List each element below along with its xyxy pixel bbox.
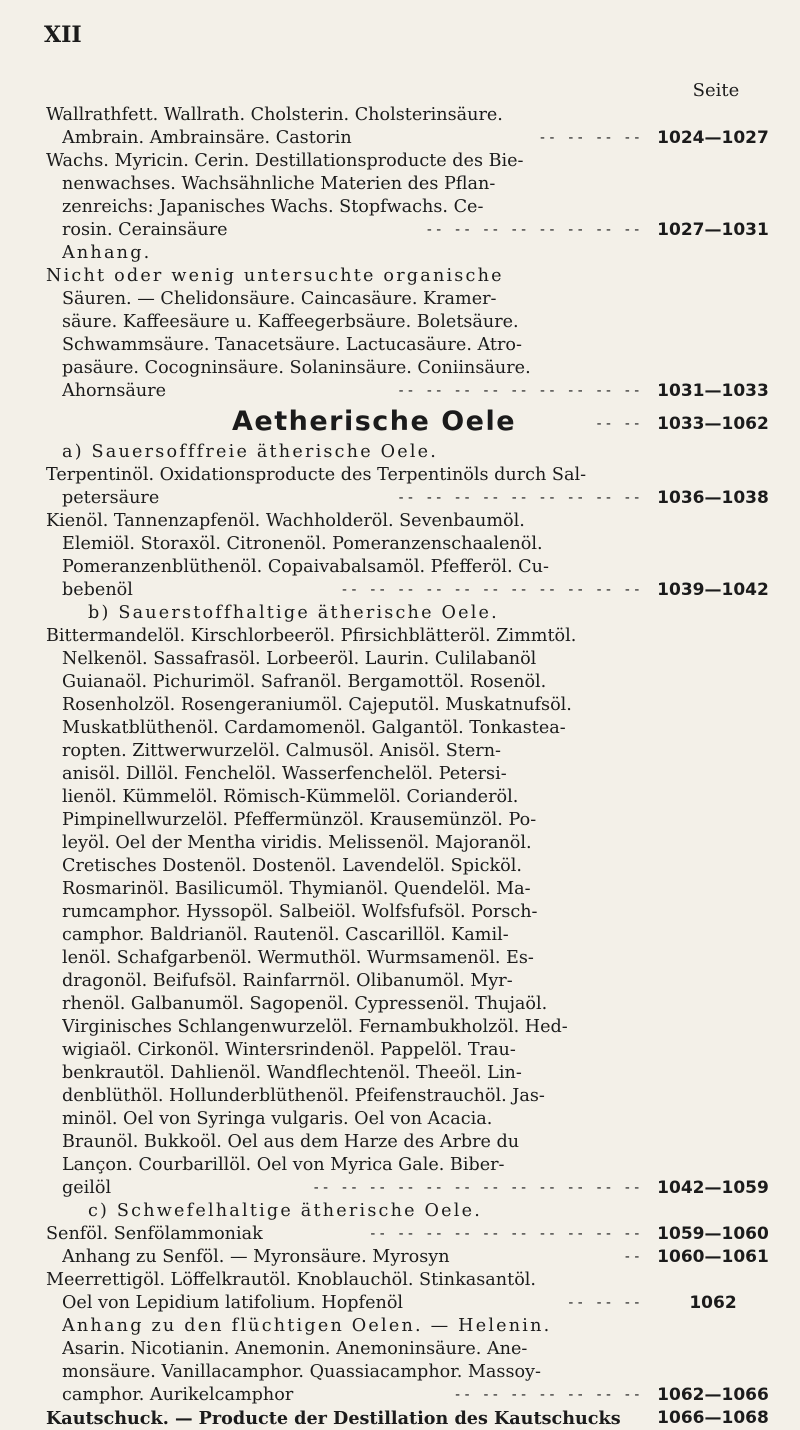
toc-line — [0, 1108, 800, 1131]
toc-text: pasäure. Cocogninsäure. Solaninsäure. Coniinsäure. — [62, 358, 531, 378]
toc-line — [0, 878, 800, 901]
toc-text: Nicht oder wenig untersuchte organische — [46, 266, 504, 286]
toc-text: benkrautöl. Dahlienöl. Wandflechtenöl. Theeöl. Lin- — [62, 1063, 522, 1083]
toc-line — [0, 740, 800, 763]
toc-text: Wachs. Myricin. Cerin. Destillationsproducte des Bie- — [46, 151, 524, 171]
toc-line — [0, 1384, 800, 1407]
toc-line — [0, 1177, 800, 1200]
toc-text: denblüthöl. Hollunderblüthenöl. Pfeifenstrauchöl. Jas- — [62, 1086, 545, 1106]
leader-dashes: -- -- -- -- -- -- -- -- -- — [396, 490, 642, 506]
page-range: 1062—1066 — [657, 1385, 769, 1405]
leader-dashes: -- — [623, 1249, 642, 1265]
toc-line — [0, 763, 800, 786]
leader-dashes: -- -- -- — [566, 1295, 642, 1311]
page-range: 1062 — [689, 1293, 737, 1313]
toc-line — [0, 1292, 800, 1315]
table-of-contents — [0, 104, 800, 1430]
toc-line — [0, 311, 800, 334]
toc-line — [0, 1131, 800, 1154]
page-range: 1059—1060 — [657, 1224, 769, 1244]
leader-dashes: -- -- -- -- — [538, 130, 642, 146]
toc-text: Terpentinöl. Oxidationsproducte des Terpentinöls durch Sal- — [46, 465, 587, 485]
toc-text: Lançon. Courbarillöl. Oel von Myrica Gale. Biber- — [62, 1155, 505, 1175]
toc-text: wigiaöl. Cirkonöl. Wintersrindenöl. Pappelöl. Trau- — [62, 1040, 516, 1060]
leader-dashes: -- -- -- -- -- -- -- — [453, 1387, 642, 1403]
toc-line — [0, 671, 800, 694]
toc-line — [0, 1269, 800, 1292]
toc-text: Rosenholzöl. Rosengeraniumöl. Cajeputöl. Muskatnufsöl. — [62, 695, 572, 715]
toc-line — [0, 901, 800, 924]
leader-dashes: -- -- -- -- -- -- -- -- -- — [396, 383, 642, 399]
toc-text: petersäure — [62, 488, 160, 508]
toc-text: camphor. Aurikelcamphor — [62, 1385, 294, 1405]
toc-line — [0, 533, 800, 556]
toc-line — [0, 150, 800, 173]
toc-line — [0, 441, 800, 464]
toc-line — [0, 196, 800, 219]
toc-line — [0, 1223, 800, 1246]
toc-text: minöl. Oel von Syringa vulgaris. Oel von Acacia. — [62, 1109, 493, 1129]
toc-line — [0, 1407, 800, 1430]
toc-line — [0, 970, 800, 993]
toc-line — [0, 510, 800, 533]
toc-line — [0, 288, 800, 311]
toc-line — [0, 357, 800, 380]
toc-line — [0, 855, 800, 878]
toc-text: monsäure. Vanillacamphor. Quassiacamphor. Massoy- — [62, 1362, 541, 1382]
toc-text: Kautschuck. — Producte der Destillation des Kautschucks — [46, 1408, 621, 1429]
toc-text: camphor. Baldrianöl. Rautenöl. Cascarillöl. Kamil- — [62, 925, 509, 945]
toc-text: anisöl. Dillöl. Fenchelöl. Wasserfenchelöl. Petersi- — [62, 764, 507, 784]
toc-line — [0, 334, 800, 357]
page-range: 1036—1038 — [657, 488, 769, 508]
page-range: 1033—1062 — [657, 414, 769, 434]
toc-text: Pimpinellwurzelöl. Pfeffermünzöl. Krausemünzöl. Po- — [62, 810, 537, 830]
page-range: 1039—1042 — [657, 580, 769, 600]
toc-text: Pomeranzenblüthenöl. Copaivabalsamöl. Pfefferöl. Cu- — [62, 557, 549, 577]
toc-line — [0, 219, 800, 242]
toc-text: zenreichs: Japanisches Wachs. Stopfwachs. Ce- — [62, 197, 484, 217]
toc-text: Kienöl. Tannenzapfenöl. Wachholderöl. Sevenbaumöl. — [46, 511, 525, 531]
toc-text: Aetherische Oele — [232, 406, 517, 437]
toc-line — [0, 786, 800, 809]
toc-text: Ambrain. Ambrainsäre. Castorin — [62, 128, 352, 148]
toc-line — [0, 809, 800, 832]
toc-line — [0, 127, 800, 150]
toc-line — [0, 924, 800, 947]
toc-text: Senföl. Senfölammoniak — [46, 1224, 263, 1244]
toc-line — [0, 832, 800, 855]
toc-line — [0, 1062, 800, 1085]
column-header-seite: Seite — [692, 80, 740, 101]
page-range: 1031—1033 — [657, 381, 769, 401]
toc-text: lienöl. Kümmelöl. Römisch-Kümmelöl. Corianderöl. — [62, 787, 519, 807]
toc-line — [0, 717, 800, 740]
toc-line — [0, 173, 800, 196]
toc-line — [0, 1315, 800, 1338]
toc-text: nenwachses. Wachsähnliche Materien des Pflan- — [62, 174, 496, 194]
toc-text: Rosmarinöl. Basilicumöl. Thymianöl. Quendelöl. Ma- — [62, 879, 531, 899]
toc-line — [0, 625, 800, 648]
toc-line — [0, 242, 800, 265]
toc-line — [0, 579, 800, 602]
leader-dashes: -- -- -- -- -- -- -- -- — [425, 222, 642, 238]
toc-text: Asarin. Nicotianin. Anemonin. Anemoninsäure. Ane- — [62, 1339, 528, 1359]
toc-text: bebenöl — [62, 580, 133, 600]
toc-text: säure. Kaffeesäure u. Kaffeegerbsäure. Boletsäure. — [62, 312, 519, 332]
toc-text: a) Sauersofffreie ätherische Oele. — [62, 442, 439, 462]
toc-line — [0, 380, 800, 403]
toc-text: Anhang. — [62, 243, 152, 263]
toc-text: Anhang zu Senföl. — Myronsäure. Myrosyn — [62, 1247, 450, 1267]
toc-text: Elemiöl. Storaxöl. Citronenöl. Pomeranzenschaalenöl. — [62, 534, 543, 554]
toc-text: lenöl. Schafgarbenöl. Wermuthöl. Wurmsamenöl. Es- — [62, 948, 534, 968]
page-range: 1042—1059 — [657, 1178, 769, 1198]
toc-text: c) Schwefelhaltige ätherische Oele. — [88, 1201, 483, 1221]
page-range: 1024—1027 — [657, 128, 769, 148]
toc-line — [0, 1154, 800, 1177]
page-number: XII — [44, 22, 82, 48]
toc-text: b) Sauerstoffhaltige ätherische Oele. — [88, 603, 499, 623]
toc-text: Säuren. — Chelidonsäure. Caincasäure. Kramer- — [62, 289, 497, 309]
toc-text: Meerrettigöl. Löffelkrautöl. Knoblauchöl. Stinkasantöl. — [46, 1270, 537, 1290]
toc-line — [0, 1338, 800, 1361]
toc-text: dragonöl. Beifufsöl. Rainfarrnöl. Olibanumöl. Myr- — [62, 971, 513, 991]
toc-line — [0, 947, 800, 970]
toc-line — [0, 265, 800, 288]
toc-line — [0, 1016, 800, 1039]
toc-text: Schwammsäure. Tanacetsäure. Lactucasäure. Atro- — [62, 335, 522, 355]
toc-line — [0, 464, 800, 487]
toc-line — [0, 602, 800, 625]
toc-text: leyöl. Oel der Mentha viridis. Melissenöl. Majoranöl. — [62, 833, 532, 853]
page-range: 1027—1031 — [657, 220, 769, 240]
toc-line — [0, 1085, 800, 1108]
toc-line — [0, 993, 800, 1016]
toc-text: geilöl — [62, 1178, 112, 1198]
toc-text: Ahornsäure — [62, 381, 167, 401]
toc-line — [0, 1039, 800, 1062]
toc-line — [0, 694, 800, 717]
toc-line — [0, 1361, 800, 1384]
leader-dashes: -- -- -- -- -- -- -- -- -- -- -- — [340, 582, 642, 598]
toc-line — [0, 1246, 800, 1269]
toc-text: Oel von Lepidium latifolium. Hopfenöl — [62, 1293, 404, 1313]
toc-text: Muskatblüthenöl. Cardamomenöl. Galgantöl. Tonkastea- — [62, 718, 566, 738]
toc-text: Wallrathfett. Wallrath. Cholsterin. Cholsterinsäure. — [46, 105, 503, 125]
section-heading — [0, 403, 800, 441]
toc-text: rhenöl. Galbanumöl. Sagopenöl. Cypressenöl. Thujaöl. — [62, 994, 548, 1014]
toc-text: Virginisches Schlangenwurzelöl. Fernambukholzöl. Hed- — [62, 1017, 568, 1037]
leader-dashes: -- -- -- -- -- -- -- -- -- -- — [368, 1226, 642, 1242]
toc-line — [0, 487, 800, 510]
toc-line — [0, 104, 800, 127]
page-range: 1066—1068 — [657, 1408, 769, 1428]
toc-line — [0, 648, 800, 671]
leader-dashes: -- -- — [594, 416, 642, 432]
toc-line — [0, 556, 800, 579]
toc-text: Cretisches Dostenöl. Dostenöl. Lavendelöl. Spicköl. — [62, 856, 522, 876]
leader-dashes: -- -- -- -- -- -- -- -- -- -- -- -- — [311, 1180, 642, 1196]
page-range: 1060—1061 — [657, 1247, 769, 1267]
toc-text: rosin. Cerainsäure — [62, 220, 228, 240]
toc-text: Braunöl. Bukkoöl. Oel aus dem Harze des Arbre du — [62, 1132, 520, 1152]
toc-text: Nelkenöl. Sassafrasöl. Lorbeeröl. Laurin. Culilabanöl — [62, 649, 537, 669]
toc-text: Anhang zu den flüchtigen Oelen. — Helenin. — [62, 1316, 552, 1336]
toc-line — [0, 1200, 800, 1223]
toc-text: Guianaöl. Pichurimöl. Safranöl. Bergamottöl. Rosenöl. — [62, 672, 547, 692]
toc-text: rumcamphor. Hyssopöl. Salbeiöl. Wolfsfufsöl. Porsch- — [62, 902, 538, 922]
toc-text: ropten. Zittwerwurzelöl. Calmusöl. Anisöl. Stern- — [62, 741, 501, 761]
toc-text: Bittermandelöl. Kirschlorbeeröl. Pfirsichblätteröl. Zimmtöl. — [46, 626, 577, 646]
